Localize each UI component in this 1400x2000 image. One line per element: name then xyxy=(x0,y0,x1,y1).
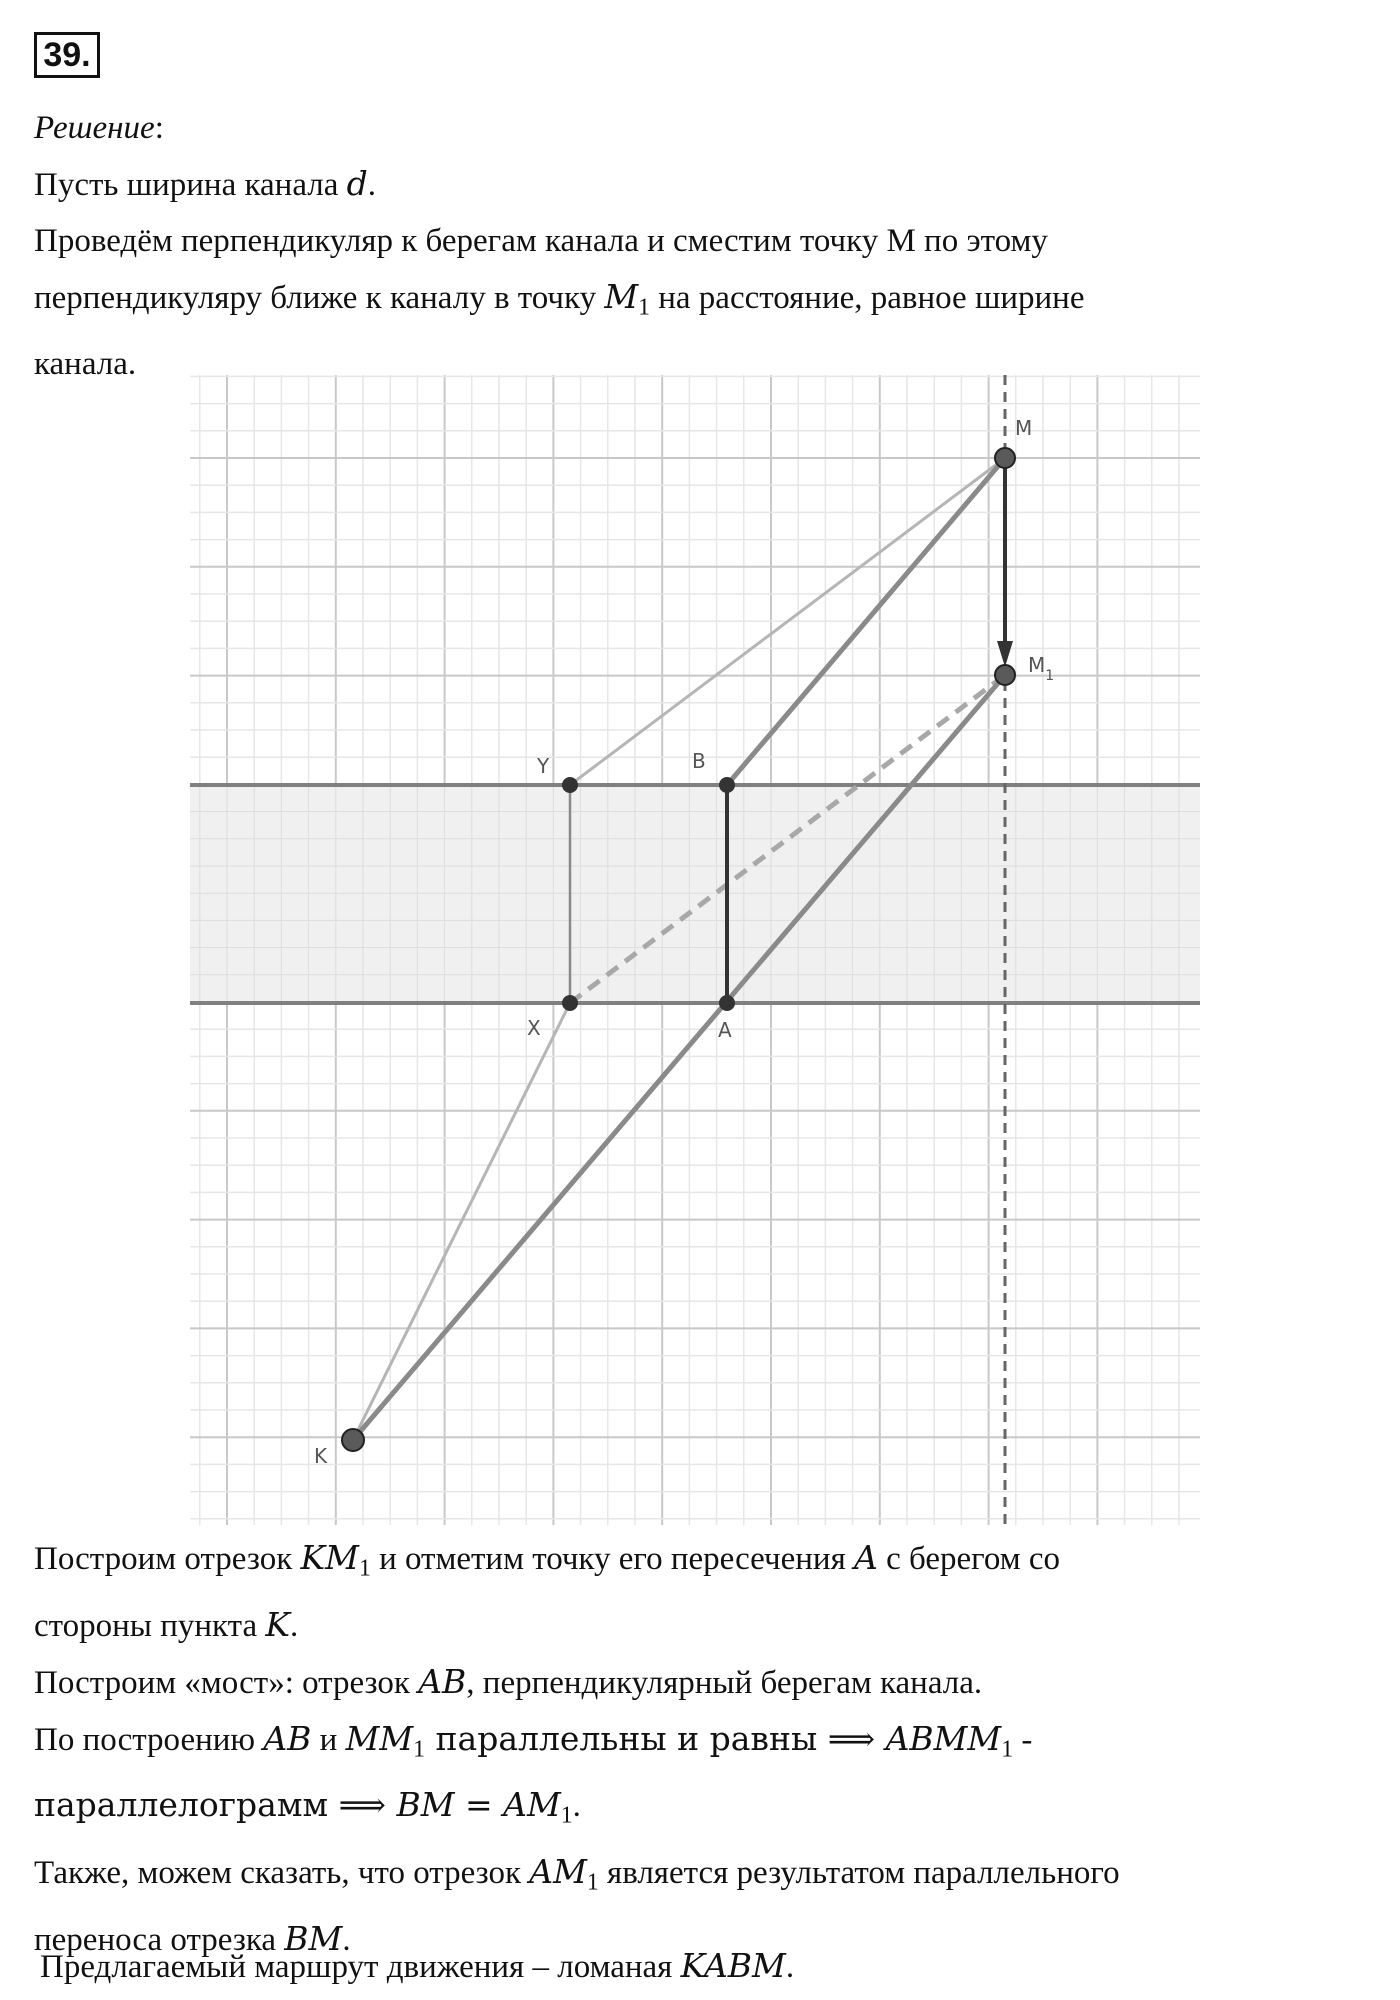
point-m1 xyxy=(995,665,1015,685)
var-am1-2: AM xyxy=(529,1851,587,1891)
body-line-5 xyxy=(34,1777,1374,1844)
point-b xyxy=(719,777,735,793)
var-abmm1-sub: 1 xyxy=(1001,1736,1014,1763)
body-line-7-b: . xyxy=(342,1921,351,1958)
label-b: B xyxy=(692,749,706,773)
var-ab: AB xyxy=(418,1661,467,1701)
body-line-3 xyxy=(34,1654,1374,1711)
body-line-1-b: и отметим точку его пересечения xyxy=(370,1541,855,1577)
label-k: K xyxy=(314,1444,328,1468)
conclusion-text: Предлагаемый маршрут движения – ломаная xyxy=(40,1949,681,1985)
var-m1: M xyxy=(604,277,639,316)
var-d: d xyxy=(346,164,368,203)
intro-line-3-end: на расстояние, равное ширине xyxy=(650,280,1085,316)
var-am1: AM xyxy=(503,1785,561,1825)
solution-label-line xyxy=(34,100,1374,156)
vector-mm1-arrowhead xyxy=(997,641,1013,667)
intro-line-3 xyxy=(34,269,1374,336)
label-m: M xyxy=(1015,416,1033,440)
body-line-1-c: с берегом со xyxy=(877,1541,1061,1577)
intro-line-3-start: перпендикуляру ближе к каналу в точку xyxy=(34,280,605,316)
body-line-2-a: стороны пункта xyxy=(34,1607,266,1644)
point-x xyxy=(562,995,578,1011)
label-a: A xyxy=(718,1018,732,1042)
label-x: X xyxy=(527,1016,541,1040)
problem-number: 39. xyxy=(34,32,100,78)
intro-line-2: Проведём перпендикуляр к берегам канала и сместим точку M по этому xyxy=(34,223,1048,259)
body-line-1-a: Построим отрезок xyxy=(34,1541,301,1577)
var-mm1: MM xyxy=(345,1718,414,1758)
body-line-5-b: . xyxy=(572,1788,581,1825)
body-line-3-b: , перпендикулярный берегам канала. xyxy=(466,1664,983,1701)
solution-label: Решение xyxy=(34,110,155,146)
intro-line-1 xyxy=(34,156,1374,213)
body-line-2-b: . xyxy=(290,1607,299,1644)
var-kabm: KABM xyxy=(680,1946,786,1985)
point-k xyxy=(342,1429,364,1451)
intro-text xyxy=(34,100,1374,392)
var-mm1-sub: 1 xyxy=(413,1736,426,1763)
body-line-5-a: параллелограмм ⟹ xyxy=(34,1785,397,1825)
var-km1-sub: 1 xyxy=(358,1555,371,1582)
body-line-4 xyxy=(34,1711,1374,1778)
var-ab-2: AB xyxy=(263,1718,312,1758)
conclusion-line xyxy=(40,1938,1380,1995)
intro-line-1-end: . xyxy=(367,167,377,203)
solution-colon: : xyxy=(154,110,164,146)
var-m1-sub: 1 xyxy=(638,294,650,321)
body-line-2 xyxy=(34,1597,1374,1654)
body-line-4-b: и xyxy=(311,1721,346,1758)
label-m1 xyxy=(1028,653,1054,684)
body-line-4-a: По построению xyxy=(34,1721,264,1758)
intro-line-4: канала. xyxy=(34,345,137,382)
var-a: A xyxy=(854,1538,878,1577)
point-a xyxy=(719,995,735,1011)
channel-area xyxy=(190,785,1200,1003)
body-text xyxy=(34,1530,1374,1968)
intro-line-1-text: Пусть ширина канала xyxy=(34,167,347,203)
label-m1-main: M xyxy=(1028,653,1046,677)
conclusion xyxy=(40,1938,1380,1995)
var-bm-2: BM xyxy=(284,1918,343,1958)
var-bm: BM xyxy=(396,1785,455,1825)
var-am1-2-sub: 1 xyxy=(586,1869,599,1896)
body-line-6 xyxy=(34,1844,1374,1911)
label-y: Y xyxy=(537,754,550,778)
body-line-7-a: переноса отрезка xyxy=(34,1921,285,1958)
var-abmm1: ABMM xyxy=(885,1718,1002,1758)
body-line-3-a: Построим «мост»: отрезок xyxy=(34,1664,419,1701)
body-line-4-c: параллельны и равны ⟹ xyxy=(425,1718,886,1758)
body-line-4-d: - xyxy=(1013,1721,1033,1758)
var-am1-sub: 1 xyxy=(560,1802,573,1829)
var-km1: KM xyxy=(300,1538,359,1577)
point-m xyxy=(995,448,1015,468)
label-m1-sub: 1 xyxy=(1045,668,1055,684)
conclusion-end: . xyxy=(785,1949,795,1985)
equals-sign: = xyxy=(454,1785,504,1825)
body-line-6-a: Также, можем сказать, что отрезок xyxy=(34,1854,530,1891)
var-k: K xyxy=(265,1604,291,1644)
body-line-6-b: является результатом параллельного xyxy=(598,1854,1120,1891)
geometry-diagram xyxy=(190,375,1210,1525)
body-line-1 xyxy=(34,1530,1374,1597)
point-y xyxy=(562,777,578,793)
